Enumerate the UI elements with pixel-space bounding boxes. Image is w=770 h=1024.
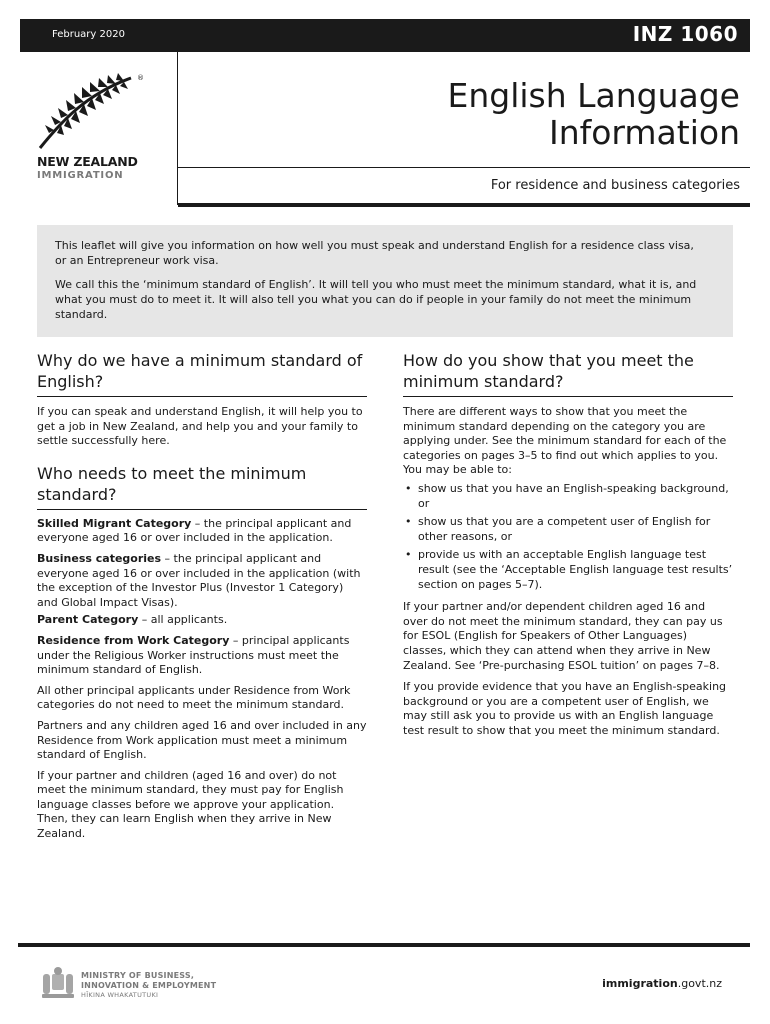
category-label: Business categories bbox=[37, 551, 162, 565]
form-code: INZ 1060 bbox=[632, 22, 738, 46]
why-paragraph: If you can speak and understand English, it will help you to get a job in New Zealand, and help you and your family to settle successfully here. bbox=[37, 405, 363, 448]
mbie-logo bbox=[40, 966, 240, 1002]
heading-who-needs: Who needs to meet the minimum standard? bbox=[37, 463, 307, 504]
heading-how-to-show: How do you show that you meet the minimum standard? bbox=[403, 351, 694, 391]
coat-of-arms-icon bbox=[40, 966, 76, 1000]
registered-mark: ® bbox=[137, 74, 144, 82]
left-column bbox=[37, 350, 367, 842]
nz-immigration-logo bbox=[36, 72, 156, 187]
header-divider bbox=[177, 52, 178, 205]
right-column bbox=[403, 350, 733, 738]
paragraph-all-other: All other principal applicants under Residence from Work categories do not need to meet the minimum standard. bbox=[37, 683, 351, 712]
list-item-text: provide us with an acceptable English language test result (see the ‘Acceptable English language test results’ section on pages 5–7). bbox=[418, 548, 733, 591]
category-text: – all applicants. bbox=[138, 613, 228, 627]
title-divider bbox=[178, 167, 750, 168]
title-line-2: Information bbox=[548, 113, 740, 152]
category-text: – principal applicants under the Religious Worker instructions must meet the minimum standard of English. bbox=[37, 633, 350, 677]
bullet: • bbox=[405, 515, 412, 529]
page-title bbox=[447, 77, 740, 151]
silver-fern-icon bbox=[36, 72, 136, 152]
category-item bbox=[37, 634, 367, 678]
category-label: Skilled Migrant Category bbox=[37, 516, 192, 530]
category-item bbox=[37, 517, 367, 546]
website-rest: .govt.nz bbox=[677, 977, 722, 990]
heading-rule bbox=[37, 396, 367, 397]
publish-date: February 2020 bbox=[52, 29, 125, 40]
heading-rule bbox=[403, 396, 733, 397]
intro-box bbox=[37, 225, 733, 337]
intro-paragraph-1: This leaflet will give you information on how well you must speak and understand English for a residence class visa, or an Entrepreneur work visa. bbox=[55, 239, 694, 267]
right-paragraph-2: If your partner and/or dependent children aged 16 and over do not meet the minimum standard, they can pay us for ESOL (English for Speakers of Other Languages) classes, which they can attend when they arrive in New Zealand. See ‘Pre-purchasing ESOL tuition’ on pages 7–8. bbox=[403, 600, 723, 672]
title-line-1: English Language bbox=[447, 76, 740, 115]
list-item bbox=[403, 548, 733, 592]
category-text: – the principal applicant and everyone aged 16 or over included in the application. bbox=[37, 516, 352, 545]
right-paragraph-3: If you provide evidence that you have an English-speaking background or you are a competent user of English, we may still ask you to provide us with an English language test result to show that you meet the minimum standard. bbox=[403, 680, 727, 737]
category-item bbox=[37, 552, 367, 610]
category-label: Parent Category bbox=[37, 613, 139, 627]
top-bar bbox=[20, 19, 750, 52]
mbie-line-3: HĪKINA WHAKATUTUKI bbox=[81, 991, 159, 999]
heading-why-minimum-standard: Why do we have a minimum standard of English? bbox=[37, 351, 363, 391]
list-item bbox=[403, 482, 733, 511]
intro-paragraph-2: We call this the ‘minimum standard of English’. It will tell you who must meet the minimum standard, what it is, and what you must do to meet it. It will also tell you what you can do if people in your family do not meet the minimum standard. bbox=[55, 278, 697, 321]
bullet: • bbox=[405, 548, 412, 562]
mbie-line-1: MINISTRY OF BUSINESS, bbox=[81, 971, 195, 980]
logo-text-new-zealand: NEW ZEALAND bbox=[37, 154, 138, 169]
header-thick-rule bbox=[178, 203, 750, 207]
category-label: Residence from Work Category bbox=[37, 633, 230, 647]
list-item-text: show us that you are a competent user of English for other reasons, or bbox=[418, 515, 711, 543]
paragraph-partners: Partners and any children aged 16 and over included in any Residence from Work application must meet a minimum standard of English. bbox=[37, 718, 367, 762]
page-subtitle: For residence and business categories bbox=[490, 178, 740, 193]
footer-rule bbox=[18, 943, 750, 947]
category-item bbox=[37, 613, 367, 628]
paragraph-if-partner: If your partner and children (aged 16 and over) do not meet the minimum standard, they must pay for English language classes before we approve your application. Then, they can learn English when they arrive in New Zealand. bbox=[37, 768, 344, 841]
website-link[interactable] bbox=[602, 977, 722, 990]
logo-text-immigration: IMMIGRATION bbox=[37, 170, 124, 181]
category-text: – the principal applicant and everyone aged 16 or over included in the application (with the exception of the Investor Plus (Investor 1 Category) and Global Impact Visas). bbox=[37, 551, 361, 609]
mbie-line-2: INNOVATION & EMPLOYMENT bbox=[81, 981, 217, 990]
right-paragraph-1: There are different ways to show that you meet the minimum standard depending on the category you are applying under. See the minimum standard for each of the categories on pages 3–5 to find out which applies to you. You may be able to: bbox=[403, 405, 727, 477]
website-bold: immigration bbox=[602, 977, 678, 990]
heading-rule bbox=[37, 509, 367, 510]
options-list bbox=[403, 482, 733, 592]
list-item-text: show us that you have an English-speaking background, or bbox=[418, 481, 729, 510]
list-item bbox=[403, 515, 733, 544]
bullet: • bbox=[405, 481, 412, 495]
